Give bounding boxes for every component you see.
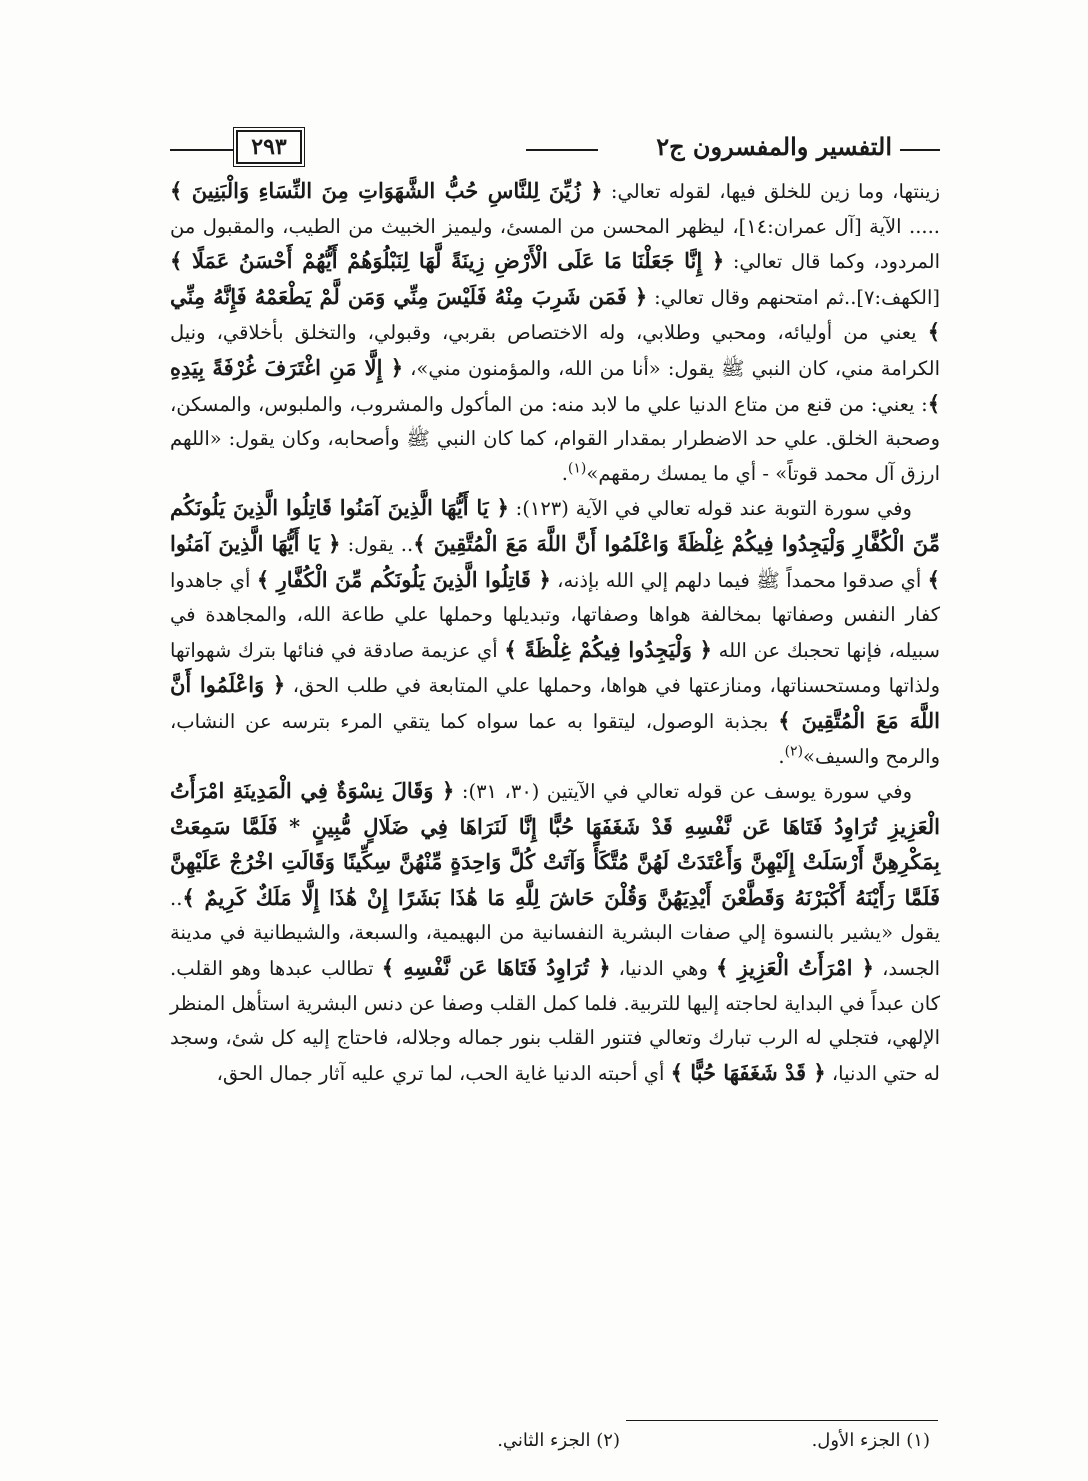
quran-verse: ﴿ إِلَّا مَنِ اغْتَرَفَ غُرْفَةً بِيَدِهِ ﴾ [170, 354, 940, 416]
footnote-ref: (١) [567, 460, 587, 477]
quran-verse: ﴿ وَلْيَجِدُوا فِيكُمْ غِلْظَةً ﴾ [504, 636, 712, 662]
header-rule-right [900, 149, 940, 151]
quran-verse: ﴿ فَمَن شَرِبَ مِنْهُ فَلَيْسَ مِنِّي وَمَن لَّمْ يَطْعَمْهُ فَإِنَّهُ مِنِّي ﴾ [170, 283, 940, 345]
text-run: أي أحبته الدنيا غاية الحب، لما تري عليه آثار جمال الحق، [216, 1061, 671, 1085]
text-run: أي عزيمة صادقة في فنائها بترك شهواتها ولذاتها ومستحسناتها، ومنازعتها في هواها، وحملها علي المتابعة في طلب الحق، [170, 638, 941, 698]
text-run: : يعني: من قنع من متاع الدنيا علي ما لابد منه: من المأكول والمشروب، والملبوس، والمسكن، وصحبة الخلق. علي حد الاضطرار بمقدار القوام، كما كان النبي ﷺ وأصحابه، وكان يقول: «اللهم ارزق آل محمد قوتاً» - أي ما يمسك رمقهم» [170, 392, 940, 485]
quran-verse: ﴿ يَا أَيُّهَا الَّذِينَ آمَنُوا ﴾ [170, 530, 940, 592]
text-run: أي صدقوا محمداً ﷺ فيما دلهم إلي الله بإذنه، [550, 568, 928, 592]
quran-verse: ﴿ وَاعْلَمُوا أَنَّ اللَّهَ مَعَ الْمُتَّقِينَ ﴾ [170, 672, 941, 733]
footnotes [170, 1430, 940, 1460]
quran-verse: ﴿ امْرَأَتُ الْعَزِيزِ ﴾ [716, 955, 874, 981]
quran-verse: ﴿ زُيِّنَ لِلنَّاسِ حُبُّ الشَّهَوَاتِ مِنَ النِّسَاءِ وَالْبَنِينَ ﴾ [170, 178, 603, 203]
footnote-ref: (٢) [784, 743, 804, 759]
footnote-2: (٢) الجزء الثاني. [497, 1430, 620, 1451]
text-run: . [561, 461, 568, 485]
text-run: تطالب عبدها وهو القلب. كان عبداً في البداية لحاجته إليها للتربية. فلما كمل القلب وصفا عن دنس البشرية استأهل المنظر الإلهي، فتجلي له الرب تبارك وتعالي فتنور القلب بنور جماله وجلاله، فاحتاج إليه كل شئ، وسجد له حتي الدنيا، [170, 957, 940, 1085]
text-run: ..... الآية [آل عمران:١٤]، ليظهر المحسن من المسئ، وليميز الخبيث من الطيب، والمقبول من المردود، وكما قال تعالي: [170, 214, 941, 274]
paragraph [170, 774, 940, 1091]
text-run: وهي الدنيا، [610, 957, 716, 981]
paragraph [170, 174, 940, 491]
page-number: ٢٩٣ [236, 130, 302, 164]
header-rule-left [170, 149, 234, 151]
paragraph [170, 491, 940, 774]
header-rule-middle [526, 149, 598, 151]
quran-verse: ﴿ قَدْ شَغَفَهَا حُبًّا ﴾ [670, 1059, 826, 1085]
text-run: أي جاهدوا كفار النفس وصفاتها بمخالفة هواها وصفاتها، وتبديلها وحملها علي طاعة الله، والمجاهدة في سبيله، فإنها تحجبك عن الله [170, 568, 940, 662]
text-run: بجذبة الوصول، ليتقوا به عما سواه كما يتقي المرء بترسه عن النشاب، والرمح والسيف» [170, 709, 940, 768]
text-run: .. يقول: [340, 532, 414, 556]
text-run: [الكهف:٧]..ثم امتحنهم وقال تعالي: [647, 285, 941, 309]
quran-verse: ﴿ يَا أَيُّهَا الَّذِينَ آمَنُوا قَاتِلُوا الَّذِينَ يَلُونَكُم مِّنَ الْكُفَّارِ وَلْيَجِدُوا فِيكُمْ غِلْظَةً وَاعْلَمُوا أَنَّ اللَّهَ مَعَ الْمُتَّقِينَ ﴾ [170, 495, 940, 556]
running-title: التفسير والمفسرون ج٢ [656, 132, 892, 161]
quran-verse: ﴿ إِنَّا جَعَلْنَا مَا عَلَى الْأَرْضِ زِينَةً لَّهَا لِنَبْلُوَهُمْ أَيُّهُمْ أَحْسَنُ عَمَلًا ﴾ [170, 248, 725, 274]
quran-verse: ﴿ تُرَاوِدُ فَتَاهَا عَن نَّفْسِهِ ﴾ [381, 955, 611, 981]
text-run: وفي سورة التوبة عند قوله تعالي في الآية (١٢٣): [508, 497, 912, 521]
quran-verse: ﴿ وَقَالَ نِسْوَةٌ فِي الْمَدِينَةِ امْرَأَتُ الْعَزِيزِ تُرَاوِدُ فَتَاهَا عَن نَّفْسِهِ قَدْ شَغَفَهَا حُبًّا إِنَّا لَنَرَاهَا فِي ضَلَالٍ مُّبِينٍ * فَلَمَّا سَمِعَتْ بِمَكْرِهِنَّ أَرْسَلَتْ إِلَيْهِنَّ وَأَعْتَدَتْ لَهُنَّ مُتَّكَأً وَآتَتْ كُلَّ وَاحِدَةٍ مِّنْهُنَّ سِكِّينًا وَقَالَتِ اخْرُجْ عَلَيْهِنَّ فَلَمَّا رَأَيْنَهُ أَكْبَرْنَهُ وَقَطَّعْنَ أَيْدِيَهُنَّ وَقُلْنَ حَاشَ لِلَّهِ مَا هَٰذَا بَشَرًا إِنْ هَٰذَا إِلَّا مَلَكٌ كَرِيمٌ ﴾ [170, 778, 940, 910]
footnote-divider [626, 1420, 938, 1421]
running-header [170, 128, 940, 168]
text-run: .. يقول «يشير بالنسوة إلي صفات البشرية النفسانية من البهيمية، والسبعة، والشيطانية في مدينة الجسد، [170, 886, 940, 981]
text-run: وفي سورة يوسف عن قوله تعالي في الآيتين (٣٠، ٣١): [454, 780, 912, 804]
main-text [170, 174, 940, 1091]
quran-verse: ﴿ قَاتِلُوا الَّذِينَ يَلُونَكُم مِّنَ الْكُفَّارِ ﴾ [256, 566, 551, 592]
text-run: زينتها، وما زين للخلق فيها، لقوله تعالي: [602, 180, 940, 203]
footnote-1: (١) الجزء الأول. [811, 1430, 930, 1451]
text-run: يعني من أوليائه، ومحبي وطلابي، وله الاختصاص بقربي، وقبولي، والتخلق بأخلاقي، ونيل الكرامة مني، كان النبي ﷺ يقول: «أنا من الله، والمؤمنون مني»، [170, 321, 940, 380]
text-run: . [778, 744, 785, 768]
